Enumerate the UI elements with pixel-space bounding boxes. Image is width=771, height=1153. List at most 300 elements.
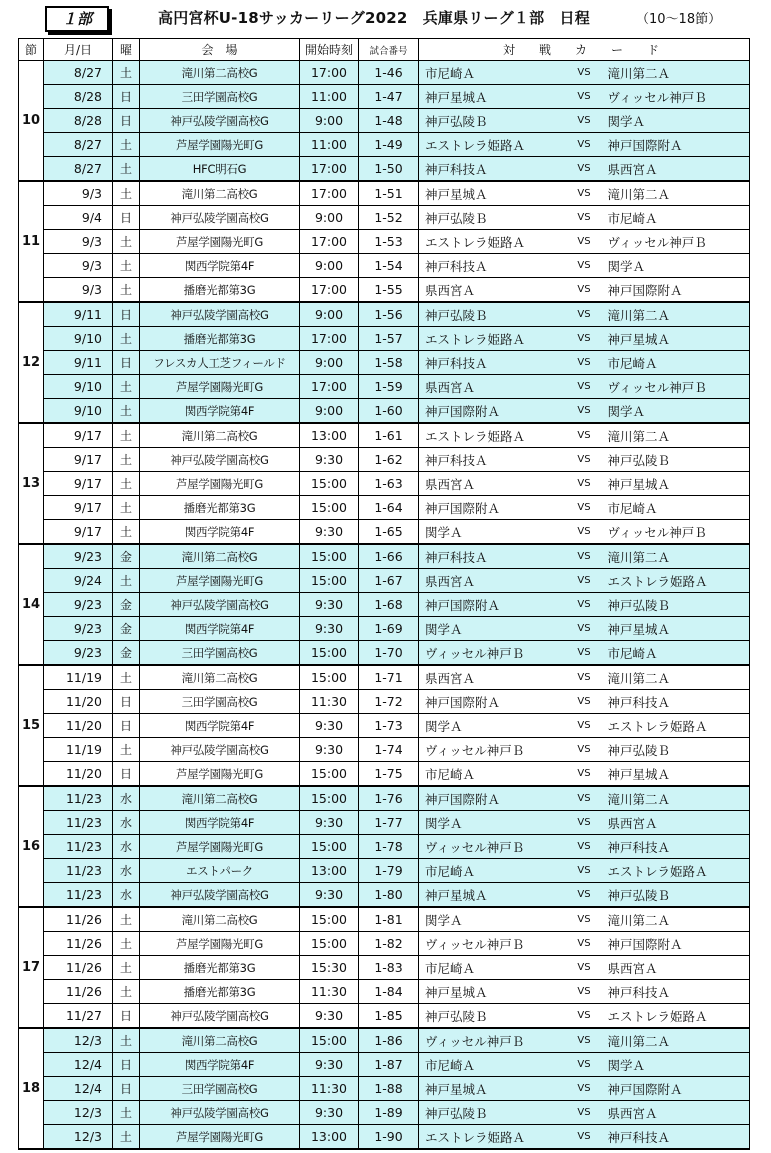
away-team: 市尼崎Ａ bbox=[604, 206, 750, 230]
table-row bbox=[19, 835, 750, 859]
match-number: 1-89 bbox=[359, 1101, 419, 1125]
match-number: 1-78 bbox=[359, 835, 419, 859]
round-range: （10〜18節） bbox=[636, 12, 722, 27]
vs-label: VS bbox=[565, 956, 604, 980]
match-weekday: 土 bbox=[113, 278, 140, 303]
match-weekday: 土 bbox=[113, 157, 140, 182]
match-date: 9/3 bbox=[44, 254, 113, 278]
table-row bbox=[19, 762, 750, 787]
col-header-fixture: 対 戦 カ ー ド bbox=[419, 39, 750, 61]
table-row bbox=[19, 496, 750, 520]
kickoff-time: 9:30 bbox=[300, 1101, 359, 1125]
match-number: 1-85 bbox=[359, 1004, 419, 1029]
kickoff-time: 13:00 bbox=[300, 1125, 359, 1150]
home-team: 県西宮Ａ bbox=[419, 375, 565, 399]
match-weekday: 土 bbox=[113, 472, 140, 496]
kickoff-time: 13:00 bbox=[300, 423, 359, 448]
kickoff-time: 15:00 bbox=[300, 786, 359, 811]
round-group bbox=[19, 423, 750, 544]
schedule-table bbox=[18, 38, 750, 1150]
round-number: 16 bbox=[19, 786, 44, 907]
round-group bbox=[19, 181, 750, 302]
home-team: 神戸科技Ａ bbox=[419, 157, 565, 182]
match-number: 1-69 bbox=[359, 617, 419, 641]
match-number: 1-88 bbox=[359, 1077, 419, 1101]
match-date: 9/17 bbox=[44, 496, 113, 520]
match-weekday: 土 bbox=[113, 448, 140, 472]
match-date: 12/3 bbox=[44, 1028, 113, 1053]
match-date: 12/4 bbox=[44, 1077, 113, 1101]
home-team: 県西宮Ａ bbox=[419, 472, 565, 496]
col-header-match-no: 試合番号 bbox=[359, 39, 419, 61]
match-weekday: 土 bbox=[113, 423, 140, 448]
vs-label: VS bbox=[565, 811, 604, 835]
away-team: 滝川第二Ａ bbox=[604, 423, 750, 448]
match-weekday: 金 bbox=[113, 593, 140, 617]
match-date: 9/10 bbox=[44, 327, 113, 351]
match-venue: 神戸弘陵学園高校G bbox=[140, 1004, 300, 1029]
table-row bbox=[19, 859, 750, 883]
match-weekday: 土 bbox=[113, 907, 140, 932]
round-number: 13 bbox=[19, 423, 44, 544]
table-row bbox=[19, 520, 750, 545]
kickoff-time: 17:00 bbox=[300, 375, 359, 399]
match-venue: 芦屋学園陽光町G bbox=[140, 375, 300, 399]
match-number: 1-63 bbox=[359, 472, 419, 496]
table-row bbox=[19, 1101, 750, 1125]
vs-label: VS bbox=[565, 472, 604, 496]
match-date: 11/23 bbox=[44, 859, 113, 883]
match-weekday: 土 bbox=[113, 1101, 140, 1125]
match-venue: 滝川第二高校G bbox=[140, 61, 300, 85]
away-team: 神戸科技Ａ bbox=[604, 980, 750, 1004]
table-row bbox=[19, 956, 750, 980]
vs-label: VS bbox=[565, 762, 604, 787]
away-team: 市尼崎Ａ bbox=[604, 351, 750, 375]
away-team: ヴィッセル神戸Ｂ bbox=[604, 520, 750, 545]
match-weekday: 水 bbox=[113, 835, 140, 859]
table-row bbox=[19, 883, 750, 908]
match-weekday: 土 bbox=[113, 496, 140, 520]
kickoff-time: 15:00 bbox=[300, 762, 359, 787]
kickoff-time: 17:00 bbox=[300, 157, 359, 182]
match-venue: 関西学院第4F bbox=[140, 254, 300, 278]
match-date: 9/17 bbox=[44, 520, 113, 545]
match-number: 1-80 bbox=[359, 883, 419, 908]
table-row bbox=[19, 1077, 750, 1101]
home-team: ヴィッセル神戸Ｂ bbox=[419, 641, 565, 666]
away-team: 関学Ａ bbox=[604, 399, 750, 424]
match-date: 11/23 bbox=[44, 883, 113, 908]
vs-label: VS bbox=[565, 690, 604, 714]
match-weekday: 水 bbox=[113, 859, 140, 883]
match-number: 1-49 bbox=[359, 133, 419, 157]
match-venue: 芦屋学園陽光町G bbox=[140, 569, 300, 593]
home-team: 神戸科技Ａ bbox=[419, 351, 565, 375]
page-header bbox=[0, 0, 771, 36]
match-number: 1-71 bbox=[359, 665, 419, 690]
match-date: 12/4 bbox=[44, 1053, 113, 1077]
vs-label: VS bbox=[565, 1125, 604, 1150]
vs-label: VS bbox=[565, 593, 604, 617]
away-team: 市尼崎Ａ bbox=[604, 641, 750, 666]
vs-label: VS bbox=[565, 1004, 604, 1029]
table-row bbox=[19, 617, 750, 641]
round-number: 17 bbox=[19, 907, 44, 1028]
match-venue: 播磨光都第3G bbox=[140, 980, 300, 1004]
kickoff-time: 11:00 bbox=[300, 85, 359, 109]
away-team: 滝川第二Ａ bbox=[604, 907, 750, 932]
match-venue: 滝川第二高校G bbox=[140, 907, 300, 932]
home-team: 神戸弘陵Ｂ bbox=[419, 1004, 565, 1029]
vs-label: VS bbox=[565, 85, 604, 109]
table-row bbox=[19, 230, 750, 254]
kickoff-time: 9:30 bbox=[300, 520, 359, 545]
away-team: 神戸科技Ａ bbox=[604, 835, 750, 859]
match-number: 1-64 bbox=[359, 496, 419, 520]
match-number: 1-59 bbox=[359, 375, 419, 399]
home-team: 神戸星城Ａ bbox=[419, 85, 565, 109]
kickoff-time: 17:00 bbox=[300, 181, 359, 206]
vs-label: VS bbox=[565, 932, 604, 956]
table-row bbox=[19, 1028, 750, 1053]
kickoff-time: 15:30 bbox=[300, 956, 359, 980]
away-team: 県西宮Ａ bbox=[604, 956, 750, 980]
match-venue: 芦屋学園陽光町G bbox=[140, 133, 300, 157]
vs-label: VS bbox=[565, 1077, 604, 1101]
kickoff-time: 9:30 bbox=[300, 714, 359, 738]
match-weekday: 日 bbox=[113, 690, 140, 714]
vs-label: VS bbox=[565, 302, 604, 327]
match-number: 1-60 bbox=[359, 399, 419, 424]
match-venue: 神戸弘陵学園高校G bbox=[140, 1101, 300, 1125]
match-date: 9/10 bbox=[44, 375, 113, 399]
match-venue: 関西学院第4F bbox=[140, 399, 300, 424]
away-team: 滝川第二Ａ bbox=[604, 544, 750, 569]
match-weekday: 土 bbox=[113, 665, 140, 690]
match-number: 1-77 bbox=[359, 811, 419, 835]
match-venue: 播磨光都第3G bbox=[140, 327, 300, 351]
match-weekday: 金 bbox=[113, 544, 140, 569]
home-team: 神戸星城Ａ bbox=[419, 883, 565, 908]
kickoff-time: 9:30 bbox=[300, 593, 359, 617]
table-row bbox=[19, 786, 750, 811]
match-date: 9/17 bbox=[44, 423, 113, 448]
table-row bbox=[19, 665, 750, 690]
away-team: 県西宮Ａ bbox=[604, 1101, 750, 1125]
away-team: 神戸星城Ａ bbox=[604, 472, 750, 496]
match-number: 1-52 bbox=[359, 206, 419, 230]
kickoff-time: 11:30 bbox=[300, 980, 359, 1004]
home-team: 関学Ａ bbox=[419, 520, 565, 545]
table-row bbox=[19, 61, 750, 85]
table-row bbox=[19, 738, 750, 762]
away-team: エストレラ姫路Ａ bbox=[604, 569, 750, 593]
match-number: 1-65 bbox=[359, 520, 419, 545]
round-group bbox=[19, 302, 750, 423]
match-weekday: 土 bbox=[113, 980, 140, 1004]
table-row bbox=[19, 641, 750, 666]
home-team: 神戸国際附Ａ bbox=[419, 399, 565, 424]
match-number: 1-86 bbox=[359, 1028, 419, 1053]
home-team: 市尼崎Ａ bbox=[419, 61, 565, 85]
table-row bbox=[19, 399, 750, 424]
kickoff-time: 17:00 bbox=[300, 61, 359, 85]
home-team: 神戸弘陵Ｂ bbox=[419, 302, 565, 327]
kickoff-time: 11:00 bbox=[300, 133, 359, 157]
table-row bbox=[19, 569, 750, 593]
match-number: 1-72 bbox=[359, 690, 419, 714]
match-date: 9/3 bbox=[44, 230, 113, 254]
kickoff-time: 15:00 bbox=[300, 641, 359, 666]
match-number: 1-66 bbox=[359, 544, 419, 569]
col-header-date: 月/日 bbox=[44, 39, 113, 61]
match-date: 11/19 bbox=[44, 665, 113, 690]
match-number: 1-62 bbox=[359, 448, 419, 472]
vs-label: VS bbox=[565, 738, 604, 762]
match-venue: 芦屋学園陽光町G bbox=[140, 1125, 300, 1150]
away-team: 神戸星城Ａ bbox=[604, 327, 750, 351]
match-weekday: 日 bbox=[113, 1053, 140, 1077]
match-number: 1-82 bbox=[359, 932, 419, 956]
match-venue: 関西学院第4F bbox=[140, 617, 300, 641]
home-team: 神戸科技Ａ bbox=[419, 544, 565, 569]
match-weekday: 土 bbox=[113, 1028, 140, 1053]
kickoff-time: 9:00 bbox=[300, 351, 359, 375]
vs-label: VS bbox=[565, 1053, 604, 1077]
kickoff-time: 9:30 bbox=[300, 883, 359, 908]
table-row bbox=[19, 1004, 750, 1029]
match-date: 9/23 bbox=[44, 544, 113, 569]
match-weekday: 土 bbox=[113, 327, 140, 351]
match-weekday: 金 bbox=[113, 617, 140, 641]
match-date: 11/23 bbox=[44, 786, 113, 811]
away-team: エストレラ姫路Ａ bbox=[604, 1004, 750, 1029]
vs-label: VS bbox=[565, 544, 604, 569]
round-group bbox=[19, 544, 750, 665]
kickoff-time: 13:00 bbox=[300, 859, 359, 883]
match-number: 1-57 bbox=[359, 327, 419, 351]
vs-label: VS bbox=[565, 1028, 604, 1053]
table-row bbox=[19, 327, 750, 351]
col-header-kickoff: 開始時刻 bbox=[300, 39, 359, 61]
vs-label: VS bbox=[565, 786, 604, 811]
round-group bbox=[19, 786, 750, 907]
vs-label: VS bbox=[565, 859, 604, 883]
table-row bbox=[19, 85, 750, 109]
vs-label: VS bbox=[565, 327, 604, 351]
table-row bbox=[19, 133, 750, 157]
page-title: 高円宮杯U-18サッカーリーグ2022 兵庫県リーグ１部 日程 bbox=[158, 9, 590, 27]
home-team: 県西宮Ａ bbox=[419, 569, 565, 593]
home-team: ヴィッセル神戸Ｂ bbox=[419, 1028, 565, 1053]
match-venue: 関西学院第4F bbox=[140, 520, 300, 545]
match-weekday: 土 bbox=[113, 932, 140, 956]
match-venue: 神戸弘陵学園高校G bbox=[140, 302, 300, 327]
kickoff-time: 9:00 bbox=[300, 206, 359, 230]
table-row bbox=[19, 448, 750, 472]
match-venue: 芦屋学園陽光町G bbox=[140, 230, 300, 254]
match-date: 8/27 bbox=[44, 133, 113, 157]
match-venue: 関西学院第4F bbox=[140, 811, 300, 835]
match-number: 1-55 bbox=[359, 278, 419, 303]
match-venue: 三田学園高校G bbox=[140, 85, 300, 109]
match-venue: 芦屋学園陽光町G bbox=[140, 472, 300, 496]
match-date: 9/23 bbox=[44, 593, 113, 617]
away-team: 神戸弘陵Ｂ bbox=[604, 448, 750, 472]
vs-label: VS bbox=[565, 980, 604, 1004]
match-date: 9/23 bbox=[44, 641, 113, 666]
match-date: 11/20 bbox=[44, 690, 113, 714]
kickoff-time: 15:00 bbox=[300, 472, 359, 496]
table-row bbox=[19, 206, 750, 230]
match-number: 1-61 bbox=[359, 423, 419, 448]
vs-label: VS bbox=[565, 665, 604, 690]
home-team: 神戸国際附Ａ bbox=[419, 496, 565, 520]
away-team: 関学Ａ bbox=[604, 254, 750, 278]
home-team: 神戸科技Ａ bbox=[419, 254, 565, 278]
kickoff-time: 9:00 bbox=[300, 399, 359, 424]
match-venue: エストパーク bbox=[140, 859, 300, 883]
match-date: 11/26 bbox=[44, 907, 113, 932]
vs-label: VS bbox=[565, 617, 604, 641]
match-date: 9/4 bbox=[44, 206, 113, 230]
home-team: 関学Ａ bbox=[419, 617, 565, 641]
match-venue: 神戸弘陵学園高校G bbox=[140, 738, 300, 762]
kickoff-time: 9:30 bbox=[300, 738, 359, 762]
match-number: 1-54 bbox=[359, 254, 419, 278]
vs-label: VS bbox=[565, 520, 604, 545]
match-date: 9/11 bbox=[44, 302, 113, 327]
match-venue: 滝川第二高校G bbox=[140, 423, 300, 448]
match-venue: 滝川第二高校G bbox=[140, 544, 300, 569]
match-weekday: 土 bbox=[113, 1125, 140, 1150]
kickoff-time: 11:30 bbox=[300, 1077, 359, 1101]
match-venue: HFC明石G bbox=[140, 157, 300, 182]
match-weekday: 日 bbox=[113, 206, 140, 230]
table-row bbox=[19, 278, 750, 303]
away-team: 神戸弘陵Ｂ bbox=[604, 883, 750, 908]
round-number: 18 bbox=[19, 1028, 44, 1149]
away-team: 滝川第二Ａ bbox=[604, 1028, 750, 1053]
kickoff-time: 9:30 bbox=[300, 811, 359, 835]
match-number: 1-46 bbox=[359, 61, 419, 85]
kickoff-time: 15:00 bbox=[300, 665, 359, 690]
match-weekday: 日 bbox=[113, 1077, 140, 1101]
match-date: 9/11 bbox=[44, 351, 113, 375]
match-number: 1-56 bbox=[359, 302, 419, 327]
match-weekday: 土 bbox=[113, 738, 140, 762]
kickoff-time: 15:00 bbox=[300, 932, 359, 956]
match-number: 1-84 bbox=[359, 980, 419, 1004]
match-number: 1-51 bbox=[359, 181, 419, 206]
table-row bbox=[19, 109, 750, 133]
match-weekday: 日 bbox=[113, 714, 140, 738]
match-date: 12/3 bbox=[44, 1101, 113, 1125]
away-team: 神戸国際附Ａ bbox=[604, 278, 750, 303]
match-venue: 播磨光都第3G bbox=[140, 956, 300, 980]
round-number: 10 bbox=[19, 61, 44, 182]
match-venue: 滝川第二高校G bbox=[140, 1028, 300, 1053]
match-date: 8/28 bbox=[44, 109, 113, 133]
table-row bbox=[19, 690, 750, 714]
home-team: 神戸国際附Ａ bbox=[419, 593, 565, 617]
round-number: 15 bbox=[19, 665, 44, 786]
kickoff-time: 15:00 bbox=[300, 544, 359, 569]
match-venue: 芦屋学園陽光町G bbox=[140, 762, 300, 787]
match-number: 1-76 bbox=[359, 786, 419, 811]
home-team: 県西宮Ａ bbox=[419, 278, 565, 303]
match-date: 9/23 bbox=[44, 617, 113, 641]
match-number: 1-90 bbox=[359, 1125, 419, 1150]
vs-label: VS bbox=[565, 206, 604, 230]
table-row bbox=[19, 351, 750, 375]
match-venue: 神戸弘陵学園高校G bbox=[140, 109, 300, 133]
match-number: 1-67 bbox=[359, 569, 419, 593]
table-row bbox=[19, 932, 750, 956]
match-weekday: 土 bbox=[113, 956, 140, 980]
match-venue: 関西学院第4F bbox=[140, 714, 300, 738]
table-row bbox=[19, 181, 750, 206]
match-weekday: 水 bbox=[113, 786, 140, 811]
table-row bbox=[19, 472, 750, 496]
away-team: 神戸弘陵Ｂ bbox=[604, 593, 750, 617]
round-group bbox=[19, 61, 750, 182]
match-date: 9/3 bbox=[44, 181, 113, 206]
away-team: 神戸星城Ａ bbox=[604, 617, 750, 641]
match-date: 12/3 bbox=[44, 1125, 113, 1150]
match-date: 8/27 bbox=[44, 61, 113, 85]
match-weekday: 日 bbox=[113, 1004, 140, 1029]
vs-label: VS bbox=[565, 1101, 604, 1125]
home-team: 関学Ａ bbox=[419, 714, 565, 738]
match-venue: 滝川第二高校G bbox=[140, 665, 300, 690]
match-number: 1-70 bbox=[359, 641, 419, 666]
table-row bbox=[19, 423, 750, 448]
kickoff-time: 15:00 bbox=[300, 1028, 359, 1053]
vs-label: VS bbox=[565, 375, 604, 399]
match-date: 11/26 bbox=[44, 956, 113, 980]
away-team: 神戸科技Ａ bbox=[604, 1125, 750, 1150]
match-venue: フレスカ人工芝フィールド bbox=[140, 351, 300, 375]
away-team: 関学Ａ bbox=[604, 109, 750, 133]
match-weekday: 日 bbox=[113, 85, 140, 109]
match-date: 9/17 bbox=[44, 448, 113, 472]
table-row bbox=[19, 593, 750, 617]
vs-label: VS bbox=[565, 835, 604, 859]
home-team: 関学Ａ bbox=[419, 907, 565, 932]
away-team: 滝川第二Ａ bbox=[604, 302, 750, 327]
vs-label: VS bbox=[565, 496, 604, 520]
match-weekday: 土 bbox=[113, 375, 140, 399]
match-venue: 三田学園高校G bbox=[140, 690, 300, 714]
match-venue: 神戸弘陵学園高校G bbox=[140, 448, 300, 472]
match-weekday: 土 bbox=[113, 230, 140, 254]
col-header-venue: 会 場 bbox=[140, 39, 300, 61]
home-team: エストレラ姫路Ａ bbox=[419, 327, 565, 351]
match-date: 11/20 bbox=[44, 762, 113, 787]
home-team: 市尼崎Ａ bbox=[419, 1053, 565, 1077]
table-row bbox=[19, 1125, 750, 1150]
match-venue: 三田学園高校G bbox=[140, 641, 300, 666]
home-team: 市尼崎Ａ bbox=[419, 956, 565, 980]
match-date: 9/17 bbox=[44, 472, 113, 496]
match-weekday: 日 bbox=[113, 351, 140, 375]
home-team: エストレラ姫路Ａ bbox=[419, 1125, 565, 1150]
match-venue: 神戸弘陵学園高校G bbox=[140, 593, 300, 617]
table-row bbox=[19, 907, 750, 932]
match-weekday: 日 bbox=[113, 302, 140, 327]
